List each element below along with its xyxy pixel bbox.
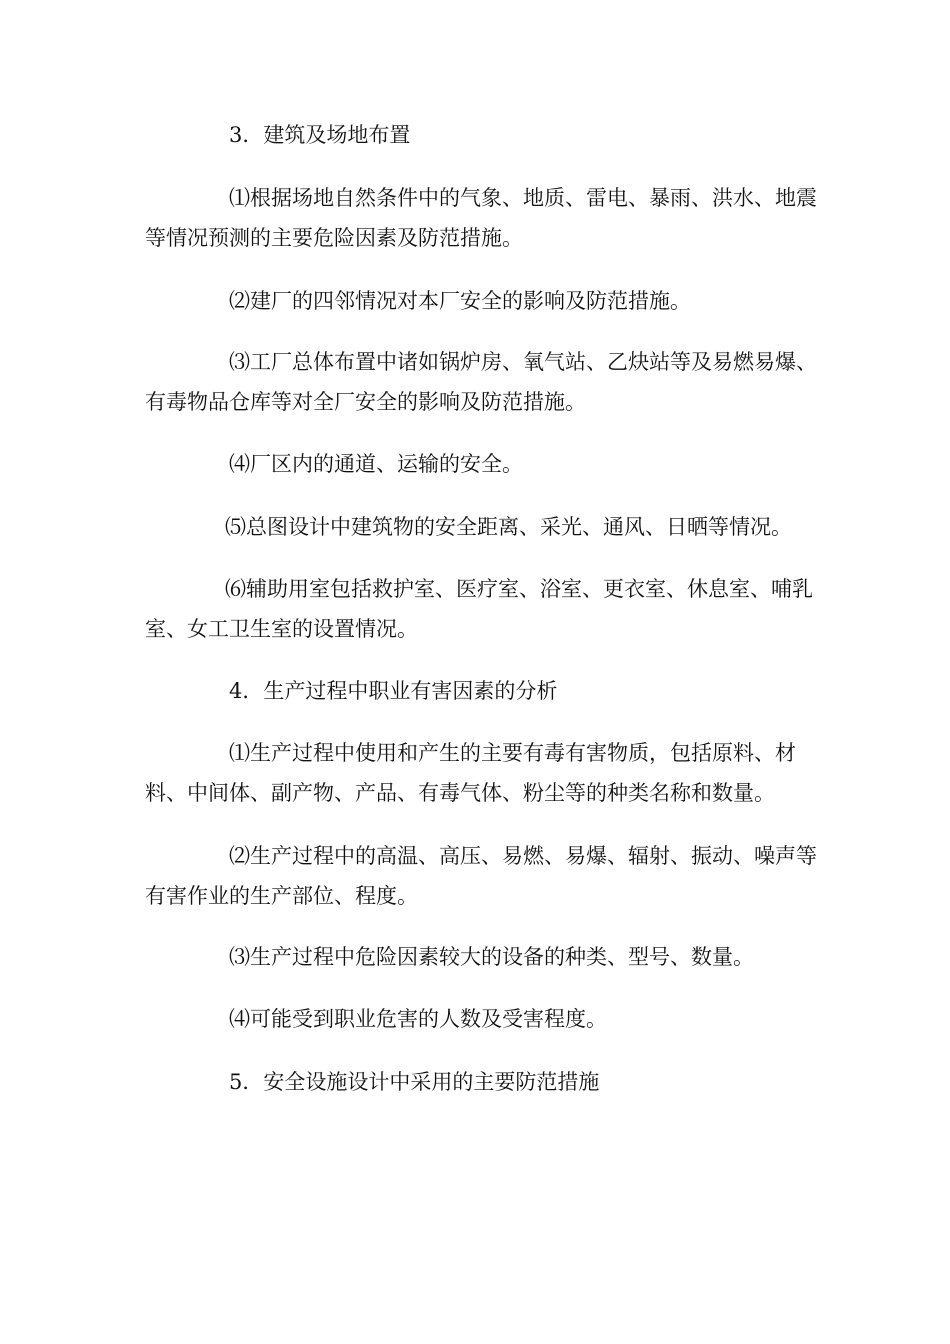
paragraph-toxic-substances: ⑴生产过程中使用和产生的主要有毒有害物质，包括原料、材料、中间体、副产物、产品、有毒气体、粉尘等的种类名称和数量。 <box>145 741 796 805</box>
paragraph-neighbors: ⑵建厂的四邻情况对本厂安全的影响及防范措施。 <box>229 289 691 313</box>
paragraph-site-conditions: ⑴根据场地自然条件中的气象、地质、雷电、暴雨、洪水、地震等情况预测的主要危险因素及防范措施。 <box>145 186 817 250</box>
paragraph-auxiliary-rooms: ⑹辅助用室包括救护室、医疗室、浴室、更衣室、休息室、哺乳室、女工卫生室的设置情况。 <box>145 577 813 641</box>
paragraph-plant-layout: ⑶工厂总体布置中诸如锅炉房、氧气站、乙炔站等及易燃易爆、有毒物品仓库等对全厂安全的影响及防范措施。 <box>145 350 817 414</box>
section-heading-safety-measures: 5．安全设施设计中采用的主要防范措施 <box>229 1070 600 1094</box>
paragraph-building-distances: ⑸总图设计中建筑物的安全距离、采光、通风、日晒等情况。 <box>225 515 792 539</box>
section-heading-building-layout: 3．建筑及场地布置 <box>229 123 411 147</box>
paragraph-affected-people: ⑷可能受到职业危害的人数及受害程度。 <box>229 1007 607 1031</box>
paragraph-hazardous-operations: ⑵生产过程中的高温、高压、易燃、易爆、辐射、振动、噪声等有害作业的生产部位、程度。 <box>145 844 817 908</box>
paragraph-dangerous-equipment: ⑶生产过程中危险因素较大的设备的种类、型号、数量。 <box>229 945 754 969</box>
section-heading-occupational-hazards: 4．生产过程中职业有害因素的分析 <box>229 679 558 703</box>
paragraph-roads-transport: ⑷厂区内的通道、运输的安全。 <box>229 452 523 476</box>
